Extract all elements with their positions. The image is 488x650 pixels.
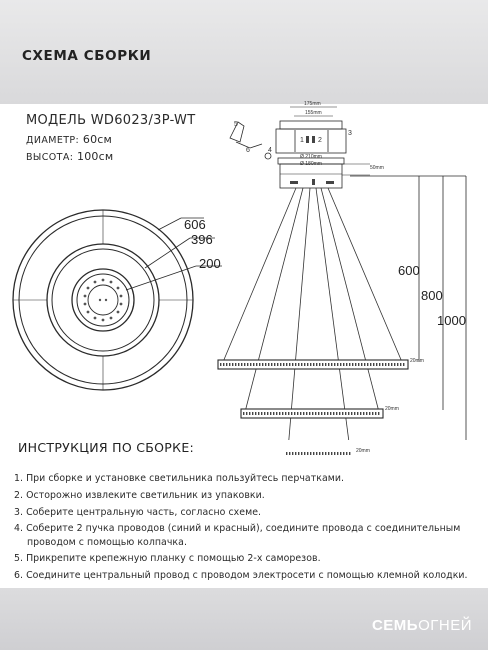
- canopy-dim-155: 155mm: [305, 110, 322, 116]
- height-value: 100см: [73, 150, 114, 163]
- height-label-600: 600: [398, 263, 420, 278]
- ring-dim-3: 20mm: [356, 448, 370, 454]
- page-title: СХЕМА СБОРКИ: [22, 48, 152, 64]
- brand-logo: [372, 617, 472, 634]
- brand-part-bold: СЕМЬ: [371, 617, 419, 634]
- instruction-step-3: 3. Соберите центральную часть, согласно схеме.: [14, 506, 262, 518]
- ring-dim-1: 20mm: [410, 358, 424, 364]
- part-num-2: 2: [318, 137, 322, 144]
- canopy-dim-50: 50mm: [370, 165, 384, 171]
- instructions-title: ИНСТРУКЦИЯ ПО СБОРКЕ:: [18, 440, 195, 455]
- ring-dim-2: 20mm: [385, 406, 399, 412]
- height-label-1000: 1000: [437, 313, 466, 328]
- instruction-step-5: 5. Прикрепите крепежную планку с помощью 2-х саморезов.: [14, 553, 321, 565]
- model-name: МОДЕЛЬ WD6023/3P-WT: [26, 113, 196, 128]
- canopy-detail: [230, 107, 370, 188]
- pendant-rings: [218, 360, 408, 440]
- part-num-6: 6: [246, 147, 250, 154]
- suspension-wires: [223, 188, 402, 440]
- height-label: ВЫСОТА:: [26, 152, 74, 163]
- canopy-dim-180: Ø 180mm: [300, 161, 322, 167]
- diameter-label: ДИАМЕТР:: [26, 135, 80, 146]
- instruction-step-6: 6. Соедините центральный провод с проводом электросети с помощью клемной колодки.: [14, 570, 468, 582]
- instruction-step-1: 1. При сборке и установке светильника пользуйтесь перчатками.: [14, 473, 345, 484]
- instruction-step-4: 4. Соберите 2 пучка проводов (синий и красный), соедините провода с соединительным проводом с помощью колпачка.: [14, 522, 484, 549]
- dim-label-200: 200: [199, 256, 221, 271]
- height-label-800: 800: [421, 288, 443, 303]
- canopy-dim-210: Ø 210mm: [300, 154, 322, 160]
- part-num-3: 3: [348, 130, 352, 137]
- canopy-dim-175: 175mm: [304, 101, 321, 107]
- brand-part-light: ОГНЕЙ: [418, 617, 472, 634]
- dim-label-396: 396: [191, 232, 213, 247]
- instructions-list: [14, 472, 484, 586]
- dim-label-606: 606: [184, 217, 206, 232]
- part-num-4: 4: [268, 147, 272, 154]
- assembly-drawing: [0, 100, 488, 440]
- instruction-step-2: 2. Осторожно извлеките светильник из упаковки.: [14, 489, 265, 501]
- height-dimension-lines: [350, 176, 466, 440]
- part-num-5: 5: [234, 121, 238, 128]
- instruction-step-4-continued: проводом с помощью колпачка.: [27, 536, 187, 548]
- part-num-1: 1: [300, 137, 304, 144]
- diameter-value: 60см: [79, 133, 113, 146]
